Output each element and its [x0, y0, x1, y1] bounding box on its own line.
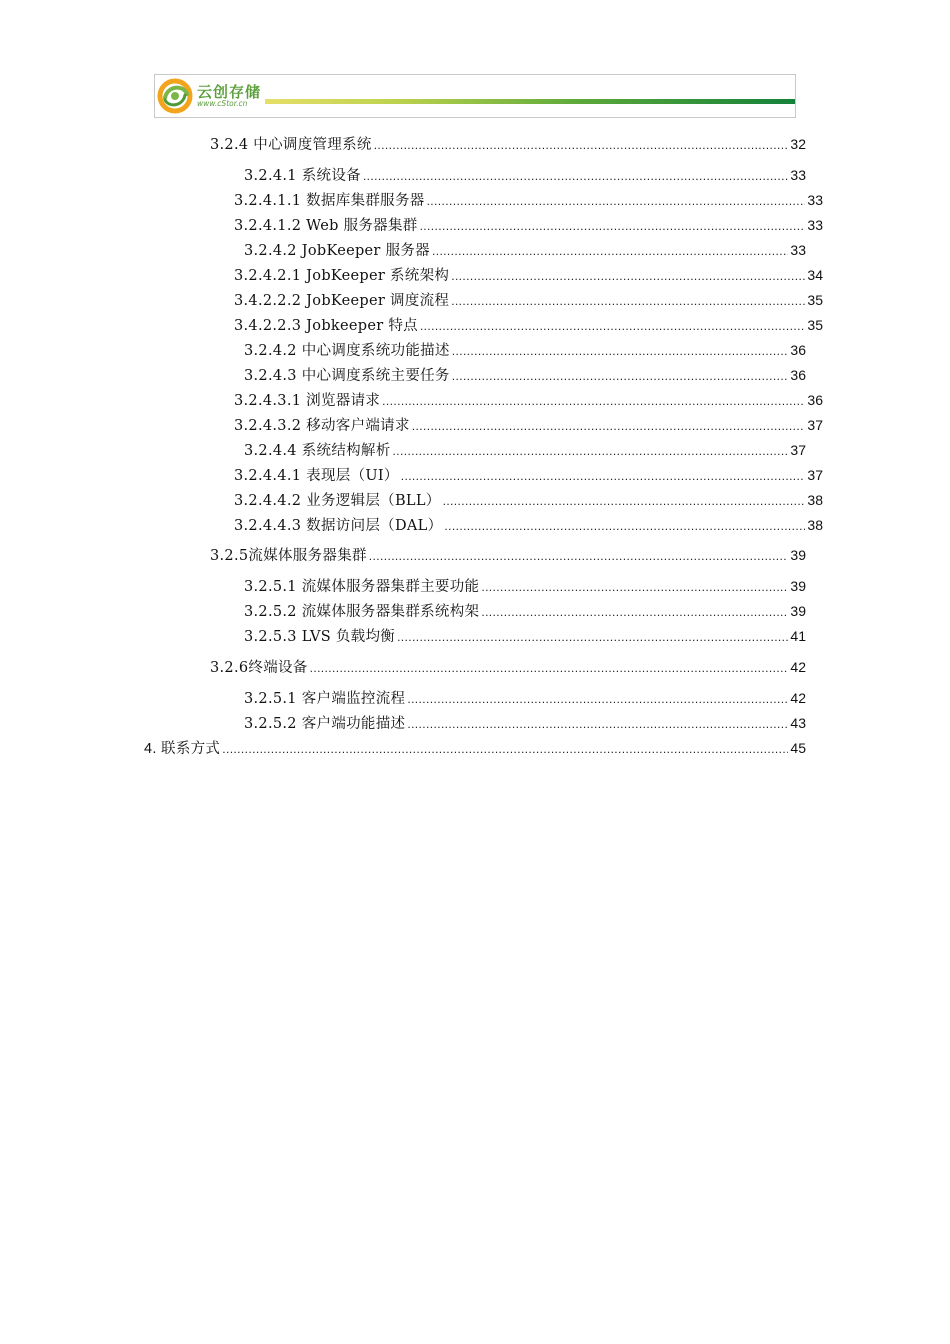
toc-entry-page: 37 [790, 442, 806, 458]
toc-entry[interactable] [234, 415, 823, 435]
toc-entry-page: 42 [790, 659, 806, 675]
toc-leader-dots [401, 466, 806, 486]
toc-entry[interactable] [234, 265, 823, 285]
toc-leader-dots [382, 391, 805, 411]
toc-entry-label: 4. 联系方式 [144, 741, 221, 757]
toc-entry[interactable] [244, 601, 806, 621]
toc-entry[interactable] [210, 545, 806, 565]
toc-entry-label: 3.4.2.2.3 Jobkeeper 特点 [234, 318, 418, 334]
toc-entry-page: 36 [807, 392, 823, 408]
toc-entry-page: 33 [807, 192, 823, 208]
logo-url: www.cStor.cn [197, 99, 248, 108]
toc-leader-dots [481, 577, 788, 597]
toc-entry-page: 39 [790, 547, 806, 563]
toc-entry-label: 3.2.4.4.1 表现层（UI） [234, 468, 399, 484]
toc-entry-page: 34 [807, 267, 823, 283]
toc-entry[interactable] [244, 165, 806, 185]
toc-entry-label: 3.2.5.1 流媒体服务器集群主要功能 [244, 579, 480, 595]
toc-leader-dots [481, 602, 788, 622]
toc-entry-page: 37 [807, 467, 823, 483]
toc-entry-label: 3.2.4 中心调度管理系统 [210, 137, 372, 153]
toc-entry[interactable] [244, 340, 806, 360]
toc-entry[interactable] [234, 190, 823, 210]
toc-leader-dots [412, 416, 806, 436]
toc-entry[interactable] [244, 713, 806, 733]
toc-entry[interactable] [244, 688, 806, 708]
toc-leader-dots [452, 341, 789, 361]
toc-entry-label: 3.2.4.4.2 业务逻辑层（BLL） [234, 493, 441, 509]
toc-entry-page: 38 [807, 517, 823, 533]
toc-leader-dots [397, 627, 788, 647]
toc-leader-dots [427, 191, 806, 211]
page-header [154, 74, 796, 118]
toc-entry-label: 3.2.5.1 客户端监控流程 [244, 691, 406, 707]
toc-entry-page: 41 [790, 628, 806, 644]
header-gradient-bar [265, 99, 795, 104]
toc-entry-label: 3.2.4.1 系统设备 [244, 168, 361, 184]
toc-entry[interactable] [234, 390, 823, 410]
toc-entry[interactable] [244, 440, 806, 460]
toc-leader-dots [393, 441, 789, 461]
toc-entry[interactable] [234, 215, 823, 235]
toc-entry-label: 3.2.4.3.1 浏览器请求 [234, 393, 381, 409]
toc-leader-dots [363, 166, 788, 186]
toc-entry-label: 3.2.4.1.2 Web 服务器集群 [234, 218, 418, 234]
toc-entry-page: 33 [790, 167, 806, 183]
toc-leader-dots [222, 739, 788, 759]
toc-entry[interactable] [234, 490, 823, 510]
toc-entry[interactable] [234, 515, 823, 535]
toc-entry-page: 42 [790, 690, 806, 706]
toc-entry-page: 39 [790, 603, 806, 619]
toc-entry-page: 35 [807, 317, 823, 333]
toc-entry-label: 3.2.4.2 中心调度系统功能描述 [244, 343, 450, 359]
toc-entry[interactable] [244, 365, 806, 385]
toc-entry-label: 3.2.5.2 客户端功能描述 [244, 716, 406, 732]
toc-entry-label: 3.2.6终端设备 [210, 660, 308, 676]
toc-entry-label: 3.4.2.2.2 JobKeeper 调度流程 [234, 293, 450, 309]
toc-entry[interactable] [244, 576, 806, 596]
toc-leader-dots [407, 689, 788, 709]
toc-entry-page: 43 [790, 715, 806, 731]
toc-entry[interactable] [234, 465, 823, 485]
toc-entry-label: 3.2.4.4.3 数据访问层（DAL） [234, 518, 443, 534]
toc-entry-label: 3.2.4.4 系统结构解析 [244, 443, 391, 459]
toc-leader-dots [443, 491, 806, 511]
toc-entry-page: 33 [790, 242, 806, 258]
toc-entry-page: 33 [807, 217, 823, 233]
toc-entry-page: 36 [790, 367, 806, 383]
toc-leader-dots [452, 366, 789, 386]
toc-entry-label: 3.2.4.2 JobKeeper 服务器 [244, 243, 430, 259]
toc-entry-page: 37 [807, 417, 823, 433]
toc-entry[interactable] [244, 240, 806, 260]
toc-entry-page: 45 [790, 740, 806, 756]
toc-entry[interactable] [234, 290, 823, 310]
toc-entry[interactable] [210, 134, 806, 154]
toc-entry-label: 3.2.5.3 LVS 负载均衡 [244, 629, 396, 645]
toc-entry-page: 36 [790, 342, 806, 358]
company-logo-icon [157, 78, 193, 114]
toc-entry[interactable] [234, 315, 823, 335]
toc-entry-label: 3.2.4.2.1 JobKeeper 系统架构 [234, 268, 450, 284]
toc-leader-dots [451, 266, 805, 286]
logo-text: 云创存储 [197, 83, 262, 101]
toc-entry[interactable] [210, 657, 806, 677]
toc-entry-label: 3.2.4.1.1 数据库集群服务器 [234, 193, 425, 209]
toc-entry-label: 3.2.4.3.2 移动客户端请求 [234, 418, 410, 434]
toc-entry-page: 39 [790, 578, 806, 594]
toc-leader-dots [420, 216, 806, 236]
toc-entry-label: 3.2.4.3 中心调度系统主要任务 [244, 368, 450, 384]
toc-entry-page: 38 [807, 492, 823, 508]
toc-leader-dots [374, 135, 789, 155]
toc-leader-dots [432, 241, 788, 261]
toc-leader-dots [451, 291, 805, 311]
toc-leader-dots [444, 516, 805, 536]
toc-entry-label: 3.2.5流媒体服务器集群 [210, 548, 367, 564]
toc-leader-dots [407, 714, 788, 734]
toc-leader-dots [310, 658, 789, 678]
toc-entry[interactable] [144, 738, 806, 758]
toc-entry[interactable] [244, 626, 806, 646]
toc-entry-page: 35 [807, 292, 823, 308]
toc-leader-dots [420, 316, 805, 336]
toc-entry-page: 32 [790, 136, 806, 152]
toc-leader-dots [369, 546, 789, 566]
toc-entry-label: 3.2.5.2 流媒体服务器集群系统构架 [244, 604, 480, 620]
